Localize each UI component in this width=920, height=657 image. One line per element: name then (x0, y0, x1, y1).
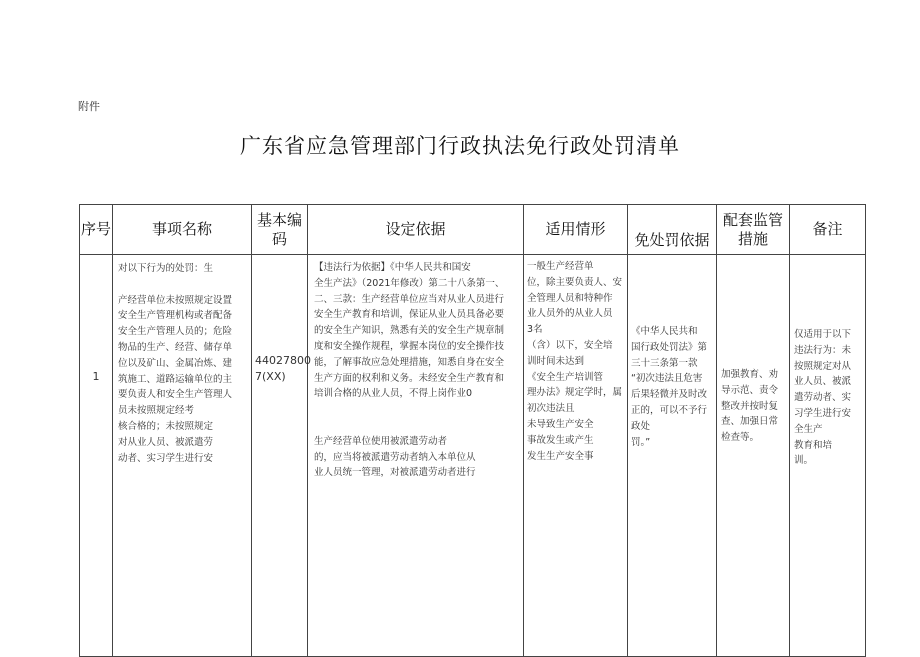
cell-no (80, 255, 113, 657)
document-title: 广东省应急管理部门行政执法免行政处罚清单 (240, 134, 680, 158)
basis-line: 度和安全操作规程，掌握本岗位的安全操作技 (314, 340, 505, 352)
name-line: 产经营单位未按照规定设置 (118, 294, 233, 306)
basis-line: 【违法行为依据】《中华人民共和国安 (314, 262, 471, 273)
measure-line: 查、加强日常 (721, 416, 779, 428)
row-number: 1 (92, 370, 100, 383)
cell-exempt-basis (628, 255, 717, 657)
basis-line: 能，了解事故应急处理措施，知悉自身在安全 (314, 356, 505, 368)
header-exempt-basis: 免处罚依据 (628, 205, 717, 255)
scope-line: 未导致生产安全 (527, 418, 594, 430)
remark-line: 业人员、被派 (794, 376, 852, 388)
header-no: 序号 (80, 205, 113, 255)
scope-line: 事故发生或产生 (527, 434, 594, 446)
table-header-row (80, 205, 866, 255)
basis-line: 培训合格的从业人员，不得上岗作业0 (314, 388, 473, 400)
exempt-line: 政处 (631, 420, 651, 432)
name-line: 对以下行为的处罚：生 (118, 263, 214, 274)
exempt-line: 《中华人民共和 (631, 326, 698, 337)
name-line: 安全生产管理人员的；危险 (118, 326, 233, 338)
basis-line: 的安全生产知识，熟悉有关的安全生产规章制 (314, 325, 505, 337)
attachment-label: 附件 (78, 100, 100, 113)
remark-line: 遣劳动者、实 (794, 392, 852, 404)
exempt-line: 国行政处罚法》第 (631, 341, 708, 353)
basis-line: 生产方面的权利和义务。未经安全生产教育和 (314, 372, 505, 384)
cell-measures (717, 255, 790, 657)
name-line: 筑施工、道路运输单位的主 (118, 373, 233, 385)
name-line: 核合格的；未按照规定 (118, 420, 214, 432)
cell-code (252, 255, 311, 657)
scope-line: 理办法》规定学时，属 (527, 387, 623, 399)
basis-line: 安全生产教育和培训，保证从业人员具备必要 (314, 309, 505, 321)
basis-line: 生产经营单位使用被派遣劳动者 (314, 435, 448, 447)
remark-line: 按照规定对从 (794, 360, 852, 372)
header-name: 事项名称 (113, 205, 252, 255)
exempt-line: 正的，可以不予行 (631, 404, 708, 416)
scope-line: 初次违法且 (527, 403, 575, 415)
code-line: 44027800 (255, 354, 311, 367)
penalty-exemption-table (79, 204, 866, 657)
measure-line: 加强教育、劝 (721, 369, 779, 380)
cell-basis (308, 255, 524, 657)
basis-line: 二、三款：生产经营单位应当对从业人员进行 (314, 293, 505, 305)
cell-name (113, 255, 252, 657)
name-line: 要负责人和安全生产管理人 (118, 389, 233, 401)
scope-line: 训时间未达到 (527, 355, 585, 367)
scope-line: 3名 (527, 324, 543, 336)
table-row (80, 255, 866, 657)
name-line: 动者、实习学生进行安 (118, 452, 214, 464)
basis-line: 业人员统一管理，对被派遣劳动者进行 (314, 467, 476, 479)
name-line: 物品的生产、经营、储存单 (118, 341, 233, 353)
exempt-line: 三十三条第一款 (631, 357, 698, 369)
scope-line: 一般生产经营单 (527, 261, 594, 272)
header-remarks: 备注 (790, 205, 866, 255)
scope-line: （含）以下，安全培 (527, 339, 613, 351)
remark-line: 仅适用于以下 (794, 329, 852, 340)
scope-line: 全管理人员和特种作 (527, 292, 613, 304)
remark-line: 全生产 (794, 423, 823, 435)
header-basis: 设定依据 (308, 205, 524, 255)
basis-line (314, 418, 519, 434)
name-line (118, 277, 248, 293)
remark-line: 违法行为：未 (794, 344, 852, 356)
header-code: 基本编码 (252, 205, 308, 255)
scope-line: 《安全生产培训管 (527, 371, 604, 383)
remark-line: 训。 (794, 455, 814, 467)
exempt-line: 后果轻微并及时改 (631, 389, 708, 401)
scope-line: 业人员外的从业人员 (527, 308, 613, 320)
measure-line: 整改并按时复 (721, 400, 779, 412)
name-line: 安全生产管理机构或者配备 (118, 310, 233, 322)
name-line: 对从业人员、被派遣劳 (118, 436, 214, 448)
scope-line: 位，除主要负责人、安 (527, 276, 623, 288)
exempt-line: 罚。” (631, 436, 651, 448)
scope-line: 发生生产安全事 (527, 450, 594, 462)
basis-line (314, 402, 519, 418)
measure-line: 导示范、责令 (721, 384, 779, 396)
header-scope: 适用情形 (524, 205, 628, 255)
basis-line: 的，应当将被派遣劳动者纳入本单位从 (314, 451, 476, 463)
code-line: 7(XX) (255, 370, 286, 383)
measure-line: 检查等。 (721, 432, 760, 444)
name-line: 位以及矿山、金属冶炼、建 (118, 357, 233, 369)
name-line: 员未按照规定经考 (118, 405, 195, 417)
cell-scope (524, 255, 628, 657)
cell-remarks (790, 255, 866, 657)
remark-line: 教育和培 (794, 439, 833, 451)
exempt-line: “初次违法且危害 (631, 373, 703, 385)
header-measures: 配套监管措施 (717, 205, 790, 255)
remark-line: 习学生进行安 (794, 407, 852, 419)
basis-line: 全生产法》（2021年修改）第二十八条第一、 (314, 277, 505, 289)
